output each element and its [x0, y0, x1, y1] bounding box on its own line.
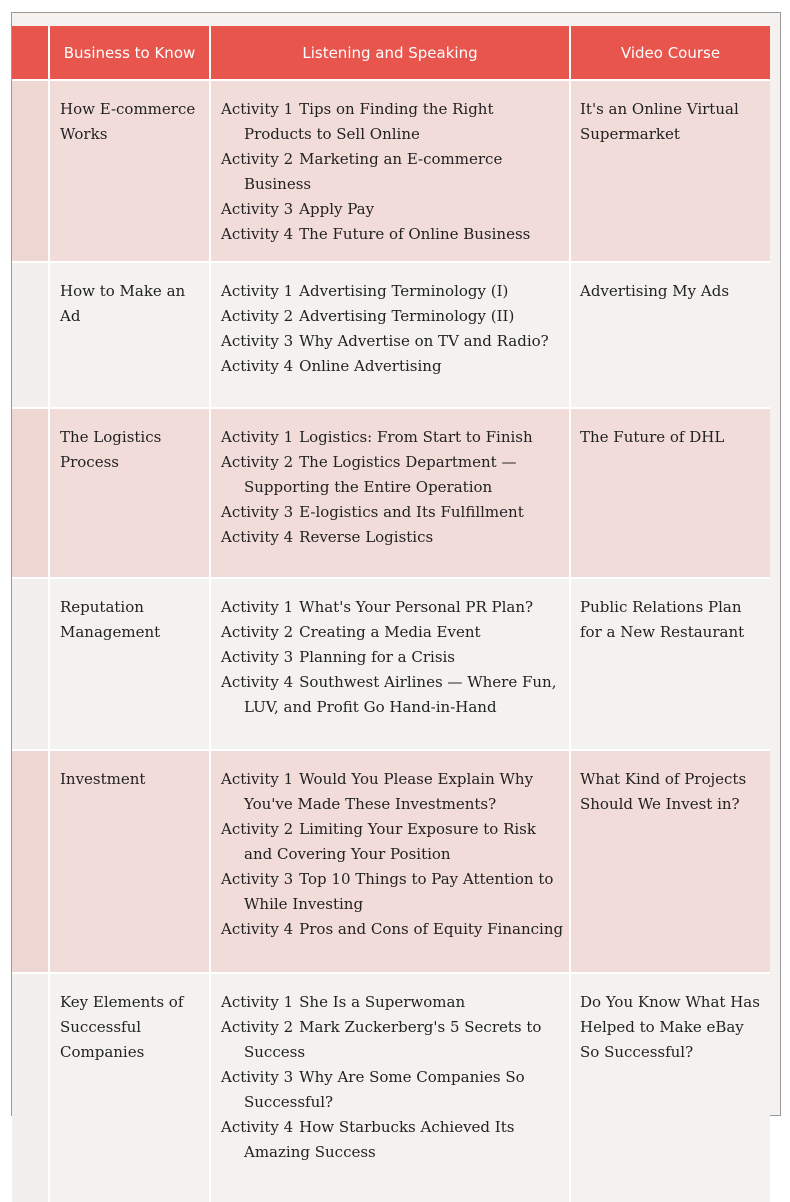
- table-row: [12, 80, 770, 262]
- activity-title: Planning for a Crisis: [299, 648, 456, 666]
- activity-item: [221, 222, 565, 247]
- activity-list: [211, 409, 569, 564]
- activity-list: [211, 81, 569, 261]
- activity-item: [221, 450, 565, 500]
- activity-list: [211, 974, 569, 1179]
- activity-item: [221, 645, 565, 670]
- topic-cell: Key Elements of Successful Companies: [49, 973, 210, 1202]
- activities-cell: [210, 408, 570, 578]
- video-cell: Advertising My Ads: [570, 262, 770, 408]
- activity-item: [221, 867, 565, 917]
- activity-title: Why Advertise on TV and Radio?: [299, 332, 549, 350]
- activity-label: Activity 1: [221, 428, 294, 446]
- activity-title: What's Your Personal PR Plan?: [299, 598, 534, 616]
- activity-item: [221, 767, 565, 817]
- activity-label: Activity 2: [221, 1018, 294, 1036]
- activity-title: She Is a Superwoman: [299, 993, 466, 1011]
- activity-item: [221, 917, 565, 942]
- activity-item: [221, 1015, 565, 1065]
- activity-label: Activity 2: [221, 820, 294, 838]
- activity-label: Activity 2: [221, 623, 294, 641]
- activity-item: [221, 525, 565, 550]
- activity-title: Limiting Your Exposure to Risk and Covering Your Position: [244, 820, 536, 863]
- topic-cell: Reputation Management: [49, 578, 210, 750]
- activities-cell: [210, 750, 570, 973]
- activity-title: Reverse Logistics: [299, 528, 434, 546]
- activity-title: Southwest Airlines — Where Fun, LUV, and Profit Go Hand-in-Hand: [244, 673, 557, 716]
- activity-label: Activity 4: [221, 528, 294, 546]
- table-row: [12, 750, 770, 973]
- activity-title: Advertising Terminology (I): [299, 282, 509, 300]
- contents-table: [12, 26, 770, 1202]
- activity-title: Apply Pay: [299, 200, 375, 218]
- activity-label: Activity 2: [221, 307, 294, 325]
- activity-label: Activity 3: [221, 332, 294, 350]
- activity-title: The Future of Online Business: [299, 225, 531, 243]
- table-row: [12, 973, 770, 1202]
- activity-label: Activity 1: [221, 598, 294, 616]
- activities-cell: [210, 973, 570, 1202]
- table-row: [12, 408, 770, 578]
- activity-label: Activity 1: [221, 282, 294, 300]
- activity-item: [221, 620, 565, 645]
- activity-item: [221, 147, 565, 197]
- activity-label: Activity 4: [221, 673, 294, 691]
- activity-item: [221, 197, 565, 222]
- activity-list: [211, 263, 569, 393]
- header-business-to-know: Business to Know: [49, 26, 210, 80]
- activity-title: How Starbucks Achieved Its Amazing Success: [244, 1118, 515, 1161]
- activity-title: Would You Please Explain Why You've Made These Investments?: [244, 770, 534, 813]
- activity-title: E-logistics and Its Fulfillment: [299, 503, 524, 521]
- activity-label: Activity 3: [221, 200, 294, 218]
- table-row: [12, 262, 770, 408]
- activity-title: Advertising Terminology (II): [299, 307, 515, 325]
- activity-item: [221, 990, 565, 1015]
- topic-cell: The Logistics Process: [49, 408, 210, 578]
- activity-item: [221, 817, 565, 867]
- activity-label: Activity 3: [221, 503, 294, 521]
- activity-title: Top 10 Things to Pay Attention to While Investing: [244, 870, 554, 913]
- row-gutter: [12, 578, 49, 750]
- row-gutter: [12, 408, 49, 578]
- table-header: [12, 26, 770, 80]
- activity-label: Activity 2: [221, 453, 294, 471]
- activity-list: [211, 751, 569, 956]
- activities-cell: [210, 80, 570, 262]
- activity-label: Activity 1: [221, 100, 294, 118]
- activity-item: [221, 354, 565, 379]
- activity-item: [221, 97, 565, 147]
- activity-item: [221, 500, 565, 525]
- activity-label: Activity 2: [221, 150, 294, 168]
- activity-label: Activity 4: [221, 1118, 294, 1136]
- header-gutter: [12, 26, 49, 80]
- activity-title: Logistics: From Start to Finish: [299, 428, 533, 446]
- header-listening-and-speaking: Listening and Speaking: [210, 26, 570, 80]
- video-cell: What Kind of Projects Should We Invest in?: [570, 750, 770, 973]
- activity-title: Tips on Finding the Right Products to Sell Online: [244, 100, 494, 143]
- activity-label: Activity 4: [221, 920, 294, 938]
- activity-item: [221, 1065, 565, 1115]
- activities-cell: [210, 262, 570, 408]
- activity-label: Activity 1: [221, 770, 294, 788]
- topic-cell: How to Make an Ad: [49, 262, 210, 408]
- video-cell: Do You Know What Has Helped to Make eBay So Successful?: [570, 973, 770, 1202]
- header-video-course: Video Course: [570, 26, 770, 80]
- activity-title: Mark Zuckerberg's 5 Secrets to Success: [244, 1018, 542, 1061]
- activity-title: Pros and Cons of Equity Financing: [299, 920, 564, 938]
- video-cell: It's an Online Virtual Supermarket: [570, 80, 770, 262]
- activity-item: [221, 670, 565, 720]
- activities-cell: [210, 578, 570, 750]
- activity-title: Why Are Some Companies So Successful?: [244, 1068, 525, 1111]
- activity-label: Activity 3: [221, 648, 294, 666]
- activity-item: [221, 279, 565, 304]
- activity-label: Activity 1: [221, 993, 294, 1011]
- row-gutter: [12, 750, 49, 973]
- row-gutter: [12, 80, 49, 262]
- row-gutter: [12, 262, 49, 408]
- table-row: [12, 578, 770, 750]
- row-gutter: [12, 973, 49, 1202]
- activity-label: Activity 3: [221, 1068, 294, 1086]
- activity-label: Activity 4: [221, 357, 294, 375]
- activity-title: Creating a Media Event: [299, 623, 481, 641]
- contents-page: [11, 12, 781, 1161]
- topic-cell: How E-commerce Works: [49, 80, 210, 262]
- activity-list: [211, 579, 569, 734]
- activity-label: Activity 3: [221, 870, 294, 888]
- topic-cell: Investment: [49, 750, 210, 973]
- activity-title: Online Advertising: [299, 357, 442, 375]
- activity-item: [221, 329, 565, 354]
- activity-title: The Logistics Department — Supporting the Entire Operation: [244, 453, 517, 496]
- activity-item: [221, 304, 565, 329]
- activity-label: Activity 4: [221, 225, 294, 243]
- activity-item: [221, 595, 565, 620]
- activity-item: [221, 1115, 565, 1165]
- video-cell: Public Relations Plan for a New Restaurant: [570, 578, 770, 750]
- activity-item: [221, 425, 565, 450]
- video-cell: The Future of DHL: [570, 408, 770, 578]
- activity-title: Marketing an E-commerce Business: [244, 150, 503, 193]
